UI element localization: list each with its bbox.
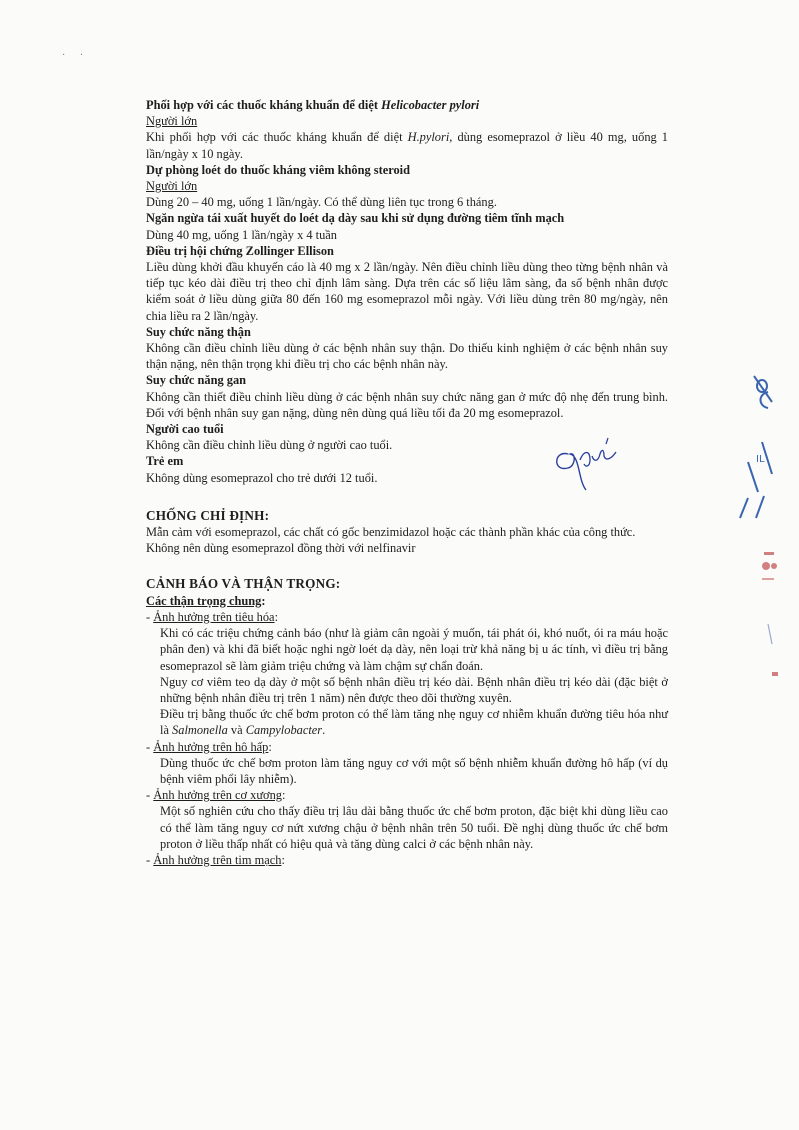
contraindications-line-2: Không nên dùng esomeprazol đồng thời với nelfinavir bbox=[146, 541, 416, 556]
respiratory-effects-label: - Ảnh hưởng trên hô hấp: bbox=[146, 739, 272, 754]
binding-stamp-edge bbox=[728, 372, 788, 692]
gi-effects-paragraph-2: Nguy cơ viêm teo dạ dày ở một số bệnh nhân điều trị kéo dài. Bệnh nhân điều trị kéo dài (đặc biệt ở những bệnh nhân điều trị trên 1 năm) nên được theo dõi thường xuyên. bbox=[160, 674, 668, 705]
rebleed-title: Ngăn ngừa tái xuất huyết do loét dạ dày sau khi sử dụng đường tiêm tĩnh mạch bbox=[146, 211, 565, 226]
gi-effects-label: - Ảnh hưởng trên tiêu hóa: bbox=[146, 609, 279, 624]
bone-effects-paragraph: Một số nghiên cứu cho thấy điều trị lâu dài bằng thuốc ức chế bơm proton, đặc biệt khi dùng liều cao có thể làm tăng nguy cơ nứt xương chậu ở bệnh nhân trên 50 tuổi. Đề nghị dùng thuốc ức chế bơm proton ở liều thấp nhất có hiệu quả và tăng dùng calci ở các bệnh nhân này. bbox=[160, 804, 668, 851]
elderly-title: Người cao tuổi bbox=[146, 422, 224, 437]
rebleed-text: Dùng 40 mg, uống 1 lần/ngày x 4 tuần bbox=[146, 227, 338, 242]
hepatic-title: Suy chức năng gan bbox=[146, 373, 247, 388]
h-pylori-text: Khi phối hợp với các thuốc kháng khuẩn để diệt H.pylori, dùng esomeprazol ở liều 40 mg, uống 1 lần/ngày x 10 ngày. bbox=[146, 130, 669, 161]
respiratory-effects-paragraph: Dùng thuốc ức chế bơm proton làm tăng nguy cơ với một số bệnh nhiễm khuẩn đường hô hấp (ví dụ bệnh viêm phổi lây nhiễm). bbox=[160, 755, 668, 786]
h-pylori-title: Phối hợp với các thuốc kháng khuẩn để diệt Helicobacter pylori bbox=[146, 98, 480, 112]
contraindications-heading: CHỐNG CHỈ ĐỊNH: bbox=[146, 507, 270, 523]
children-title: Trẻ em bbox=[146, 454, 184, 469]
renal-text: Không cần điều chỉnh liều dùng ở các bệnh nhân suy thận. Do thiếu kinh nghiệm ở các bệnh nhân suy thận nặng, nên thận trọng khi điều trị cho các bệnh nhân này. bbox=[146, 341, 668, 372]
cardio-effects-label: - Ảnh hưởng trên tim mạch: bbox=[146, 852, 285, 867]
edge-mark-text: IL bbox=[756, 454, 765, 465]
hepatic-text: Không cần thiết điều chỉnh liều dùng ở các bệnh nhân suy chức năng gan ở mức độ nhẹ đến trung bình. Đối với bệnh nhân suy gan nặng, dùng nên dùng quá liều tối đa 20 mg esomeprazol. bbox=[146, 389, 668, 420]
children-text: Không dùng esomeprazol cho trẻ dưới 12 tuổi. bbox=[146, 470, 378, 485]
nsaid-adult-label: Người lớn bbox=[146, 179, 198, 194]
h-pylori-adult-label: Người lớn bbox=[146, 114, 198, 129]
handwritten-signature bbox=[546, 432, 636, 492]
zollinger-text: Liều dùng khởi đầu khuyến cáo là 40 mg x 2 lần/ngày. Nên điều chỉnh liều dùng theo từng bệnh nhân và tiếp tục kéo dài điều trị theo chỉ định lâm sàng. Dựa trên các số liệu lâm sàng, đa số bệnh nhân được kiểm soát ở liều dùng giữa 80 đến 160 mg esomeprazol mỗi ngày. Với liều dùng trên 80 mg/ngày, nên chia liều ra 2 lần/ngày. bbox=[146, 260, 668, 323]
nsaid-text: Dùng 20 – 40 mg, uống 1 lần/ngày. Có thể dùng liên tục trong 6 tháng. bbox=[146, 195, 497, 210]
warnings-heading: CẢNH BÁO VÀ THẬN TRỌNG: bbox=[146, 576, 341, 592]
contraindications-line-1: Mẫn cảm với esomeprazol, các chất có gốc benzimidazol hoặc các thành phần khác của công thức. bbox=[146, 525, 636, 540]
scan-artifact: · · bbox=[62, 50, 90, 61]
gi-effects-paragraph-3: Điều trị bằng thuốc ức chế bơm proton có thể làm tăng nhẹ nguy cơ nhiễm khuẩn đường tiêu hóa như là Salmonella và Campylobacter. bbox=[160, 707, 668, 738]
zollinger-title: Điều trị hội chứng Zollinger Ellison bbox=[146, 243, 334, 258]
gi-effects-paragraph-1: Khi có các triệu chứng cảnh báo (như là giảm cân ngoài ý muốn, tái phát ói, khó nuốt, ói ra máu hoặc phân đen) và khi đã biết hoặc nghi ngờ loét dạ dày, nên loại trừ khả năng bị u ác tính, vì điều trị bằng esomeprazol sẽ làm giảm triệu chứng và làm chậm sự chẩn đoán. bbox=[160, 626, 668, 673]
bone-effects-label: - Ảnh hưởng trên cơ xương: bbox=[146, 788, 286, 803]
nsaid-title: Dự phòng loét do thuốc kháng viêm không steroid bbox=[146, 162, 411, 177]
general-precautions-label: Các thận trọng chung: bbox=[146, 593, 266, 608]
renal-title: Suy chức năng thận bbox=[146, 324, 251, 339]
elderly-text: Không cần điều chỉnh liều dùng ở người cao tuổi. bbox=[146, 438, 393, 453]
